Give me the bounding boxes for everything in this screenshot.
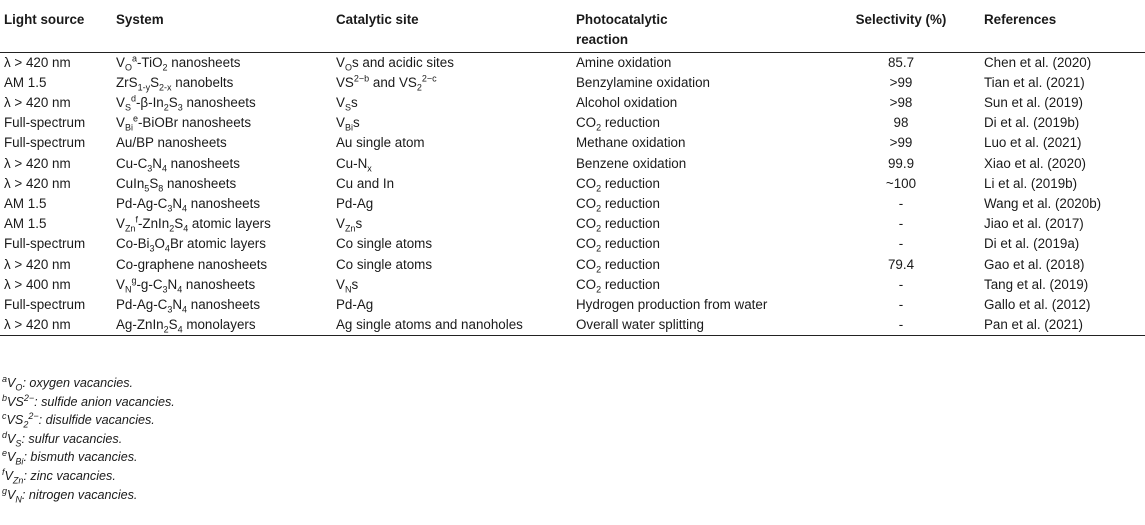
cell-system: $ZrS_{1-y}S_{2-x}$ nanobelts — [116, 74, 234, 93]
cell-system: $Ag-ZnIn_2S_4$ monolayers — [112, 315, 332, 336]
cell-reaction: $CO_2$ reduction — [576, 115, 660, 133]
table-row — [0, 255, 1145, 275]
header-light-source: Light source — [0, 0, 112, 52]
cell-catalytic-site: $V_{Bi}s$ — [336, 115, 360, 133]
cell-reaction: Amine oxidation — [576, 54, 672, 70]
footnote: $^bVS^{2-}$: sulfide anion vacancies. — [2, 392, 175, 409]
table-row — [0, 174, 1145, 194]
cell-light-source: AM 1.5 — [4, 74, 47, 90]
cell-selectivity: 98 — [893, 115, 909, 131]
cell-reference: Tang et al. (2019) — [984, 276, 1089, 292]
cell-system: $V_N^g-g-C_3N_4$ nanosheets — [116, 275, 256, 295]
table-row — [0, 154, 1145, 174]
cell-catalytic-site: $V_Ns$ — [336, 276, 359, 295]
cell-catalytic-site: Cu and In — [336, 175, 395, 191]
cell-system: $CuIn_5S_8$ nanosheets — [116, 175, 237, 194]
cell-reference: Gallo et al. (2012) — [984, 296, 1091, 312]
cell-light-source: Full-spectrum — [4, 296, 86, 312]
cell-reference: Jiao et al. (2017) — [984, 216, 1084, 232]
cell-reference: Di et al. (2019a) — [984, 236, 1080, 252]
cell-reaction: Hydrogen production from water — [576, 296, 768, 312]
cell-light-source: λ > 420 nm — [0, 315, 112, 336]
cell-light-source: λ > 420 nm — [4, 155, 71, 171]
cell-selectivity: - — [898, 276, 904, 292]
cell-selectivity: - — [898, 296, 904, 312]
cell-reaction: $CO_2$ reduction — [576, 195, 660, 214]
header-reaction-line2: reaction — [576, 32, 629, 47]
cell-selectivity: - — [898, 216, 904, 232]
header-system: System — [112, 0, 332, 52]
cell-selectivity: ~100 — [885, 175, 917, 191]
cell-catalytic-site: Ag single atoms and nanoholes — [332, 315, 572, 336]
cell-reaction: $CO_2$ reduction — [576, 175, 660, 194]
table-row — [0, 73, 1145, 93]
cell-light-source: Full-spectrum — [4, 135, 86, 151]
cell-system: $Cu-C_3N_4$ nanosheets — [116, 155, 240, 174]
cell-system: $Pd-Ag-C_3N_4$ nanosheets — [116, 195, 261, 214]
header-photocatalytic-reaction — [572, 0, 822, 52]
cell-system: Au/BP nanosheets — [116, 135, 227, 151]
cell-system: Co-graphene nanosheets — [116, 256, 268, 272]
cell-catalytic-site: Pd-Ag — [336, 296, 374, 312]
table-row — [0, 133, 1145, 153]
table-row — [0, 93, 1145, 113]
cell-reaction: Benzene oxidation — [576, 155, 687, 171]
table-row — [0, 194, 1145, 214]
table-row — [0, 234, 1145, 254]
cell-reference: Chen et al. (2020) — [984, 54, 1092, 70]
table-row — [0, 275, 1145, 295]
cell-system: $Pd-Ag-C_3N_4$ nanosheets — [116, 296, 261, 315]
footnote: $^dV_S$: sulfur vacancies. — [2, 429, 123, 449]
cell-selectivity: - — [822, 315, 980, 336]
table-row — [0, 214, 1145, 234]
cell-system: $V_{Bi}^e$-BiOBr nanosheets — [116, 113, 252, 133]
cell-catalytic-site: $V_{Zn}s$ — [336, 216, 363, 234]
footnote: $^gV_N$: nitrogen vacancies. — [2, 485, 138, 505]
header-references: References — [980, 0, 1145, 52]
cell-selectivity: - — [898, 236, 904, 252]
table-row — [0, 315, 1145, 336]
cell-catalytic-site: Pd-Ag — [336, 195, 374, 211]
cell-reference: Pan et al. (2021) — [980, 315, 1145, 336]
cell-reference: Li et al. (2019b) — [984, 175, 1078, 191]
cell-reference: Di et al. (2019b) — [984, 115, 1080, 131]
header-reaction-line1: Photocatalytic — [576, 12, 668, 27]
cell-catalytic-site: Co single atoms — [336, 236, 433, 252]
cell-reaction: Methane oxidation — [576, 135, 686, 151]
cell-light-source: AM 1.5 — [4, 195, 47, 211]
header-selectivity: Selectivity (%) — [822, 0, 980, 52]
cell-catalytic-site: $V_Os$ and acidic sites — [336, 54, 454, 73]
cell-light-source: λ > 400 nm — [4, 276, 71, 292]
cell-selectivity: 79.4 — [887, 256, 915, 272]
cell-light-source: λ > 420 nm — [4, 175, 71, 191]
cell-reference: Gao et al. (2018) — [984, 256, 1085, 272]
cell-light-source: λ > 420 nm — [4, 54, 71, 70]
cell-catalytic-site: $VS^{2-b}$ and $VS_2^{2-c}$ — [336, 73, 437, 93]
cell-system: $V_S^d-\beta-In_2S_3$ nanosheets — [116, 93, 256, 113]
cell-system: $V_O^a-TiO_2$ nanosheets — [116, 53, 241, 73]
footnote: $^fV_{Zn}$: zinc vacancies. — [2, 466, 116, 486]
cell-system: $V_{Zn}^f-ZnIn_2S_4$ atomic layers — [116, 214, 271, 234]
cell-catalytic-site: $V_Ss$ — [336, 94, 358, 113]
cell-light-source: Full-spectrum — [4, 115, 86, 131]
table-row — [0, 295, 1145, 315]
cell-reaction: Benzylamine oxidation — [576, 74, 710, 90]
table-row — [0, 113, 1145, 133]
footnote: $^eV_{Bi}$: bismuth vacancies. — [2, 448, 138, 467]
table-body — [0, 52, 1145, 336]
table-row — [0, 52, 1145, 73]
cell-reaction: $CO_2$ reduction — [576, 256, 660, 275]
cell-reaction: $CO_2$ reduction — [576, 216, 660, 234]
cell-selectivity: >98 — [889, 94, 913, 110]
cell-selectivity: 85.7 — [887, 54, 915, 70]
header-row — [0, 0, 1145, 52]
cell-reference: Luo et al. (2021) — [984, 135, 1082, 151]
cell-catalytic-site: Au single atom — [336, 135, 425, 151]
footnote: $^aV_O$: oxygen vacancies. — [2, 373, 134, 393]
footnote: $^cVS_2^{2-}$: disulfide vacancies. — [2, 411, 155, 430]
cell-reference: Wang et al. (2020b) — [984, 195, 1102, 211]
cell-catalytic-site: Co single atoms — [336, 256, 433, 272]
cell-selectivity: >99 — [889, 74, 913, 90]
cell-light-source: AM 1.5 — [4, 216, 47, 232]
cell-catalytic-site: $Cu-N_x$ — [336, 155, 372, 174]
cell-selectivity: 99.9 — [887, 155, 915, 171]
header-catalytic-site: Catalytic site — [332, 0, 572, 52]
cell-reaction: $CO_2$ reduction — [576, 276, 660, 295]
cell-light-source: Full-spectrum — [4, 236, 86, 252]
footnotes — [0, 374, 175, 504]
cell-system: $Co-Bi_3O_4Br$ atomic layers — [116, 236, 266, 254]
cell-light-source: λ > 420 nm — [4, 94, 71, 110]
cell-light-source: λ > 420 nm — [4, 256, 71, 272]
cell-reference: Sun et al. (2019) — [984, 94, 1084, 110]
cell-reference: Tian et al. (2021) — [984, 74, 1085, 90]
cell-selectivity: >99 — [889, 135, 913, 151]
cell-reaction: Alcohol oxidation — [576, 94, 678, 110]
cell-reaction: Overall water splitting — [572, 315, 822, 336]
cell-reaction: $CO_2$ reduction — [576, 236, 660, 254]
cell-reference: Xiao et al. (2020) — [984, 155, 1086, 171]
cell-selectivity: - — [898, 195, 904, 211]
